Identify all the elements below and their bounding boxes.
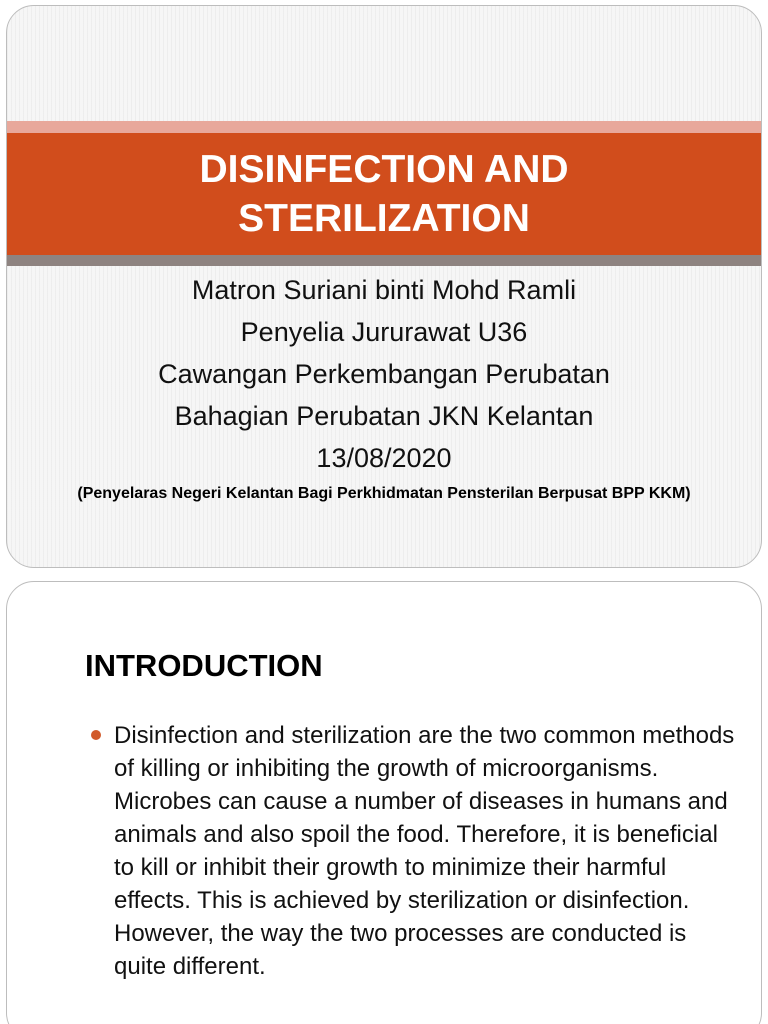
presenter-position: Penyelia Jururawat U36 [240,317,528,347]
presenter-branch: Cawangan Perkembangan Perubatan [158,359,610,389]
bullet-dot-icon [91,730,101,740]
bullet-text: Disinfection and sterilization are the two common methods of killing or inhibiting the growth of microorganisms. Microbes can cause a number of diseases in humans and animals and also spoil the food. Therefore, it is beneficial to kill or inhibit their growth to minimize their harmful effects. This is achieved by sterilization or disinfection. However, the way the two processes are conducted is quite different. [114,722,735,980]
title-slide [6,5,762,568]
presenter-division: Bahagian Perubatan JKN Kelantan [174,401,594,431]
slide-title: DISINFECTION AND STERILIZATION [199,148,569,240]
subtitle-block [7,269,761,504]
title-top-stripe [7,121,761,133]
title-bottom-stripe [7,255,761,266]
introduction-heading: INTRODUCTION [85,648,323,683]
title-band [7,133,761,255]
bullet-item [91,719,741,983]
introduction-slide [6,581,762,1024]
coordinator-note: (Penyelaras Negeri Kelantan Bagi Perkhidmatan Pensterilan Berpusat BPP KKM) [77,485,691,502]
presentation-date: 13/08/2020 [316,443,452,473]
presenter-name: Matron Suriani binti Mohd Ramli [191,275,577,305]
